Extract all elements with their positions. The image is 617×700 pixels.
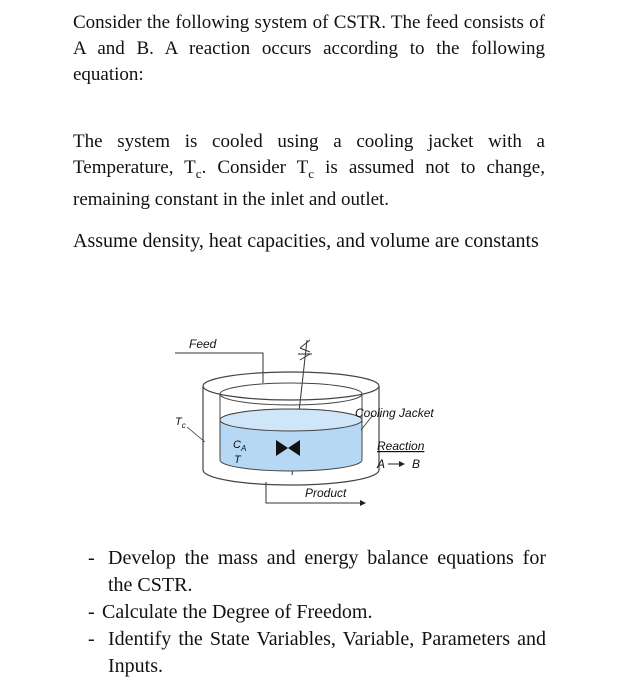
task-bullet: -	[88, 601, 95, 623]
t-label: T	[234, 454, 241, 466]
problem-intro	[73, 10, 545, 88]
intro-text: Consider the following system of CSTR. The feed consists of A and B. A reaction occurs according to the following equation:	[73, 12, 545, 85]
feed-label: Feed	[189, 337, 217, 351]
cstr-diagram	[160, 330, 460, 520]
jacket-top-rim	[203, 372, 379, 400]
product-label: Product	[305, 486, 347, 500]
assumptions	[73, 228, 545, 255]
assumptions-text: Assume density, heat capacities, and volume are constants	[73, 230, 539, 252]
reaction-label: Reaction	[377, 439, 425, 453]
ca-label: $C_A$	[233, 439, 247, 453]
cooling-text-2: . Consider T	[201, 157, 309, 178]
vessel-top-rim	[220, 383, 362, 405]
tc-label: $T_c$	[175, 416, 186, 430]
task-text: Develop the mass and energy balance equations for the CSTR.	[108, 547, 546, 596]
task-bullet: -	[88, 547, 95, 569]
tc-subscript-2: c	[308, 165, 315, 181]
task-bullet: -	[88, 628, 95, 650]
task-text: Calculate the Degree of Freedom.	[102, 601, 373, 623]
liquid-surface	[220, 409, 362, 431]
cooling-text-3: is assumed not to change, remaining constant in the inlet and outlet.	[73, 157, 545, 210]
task-text: Identify the State Variables, Variable, Parameters and Inputs.	[108, 628, 546, 677]
reaction-reactant: A	[377, 457, 386, 471]
tc-leader-line	[187, 427, 205, 442]
cooling-description	[73, 129, 545, 213]
reaction-product: B	[412, 457, 421, 471]
tc-subscript-1: c	[195, 165, 202, 181]
cooling-jacket-label: Cooling Jacket	[355, 406, 434, 420]
cooling-text-1: The system is cooled using a cooling jacket with a Temperature, T	[73, 131, 545, 178]
